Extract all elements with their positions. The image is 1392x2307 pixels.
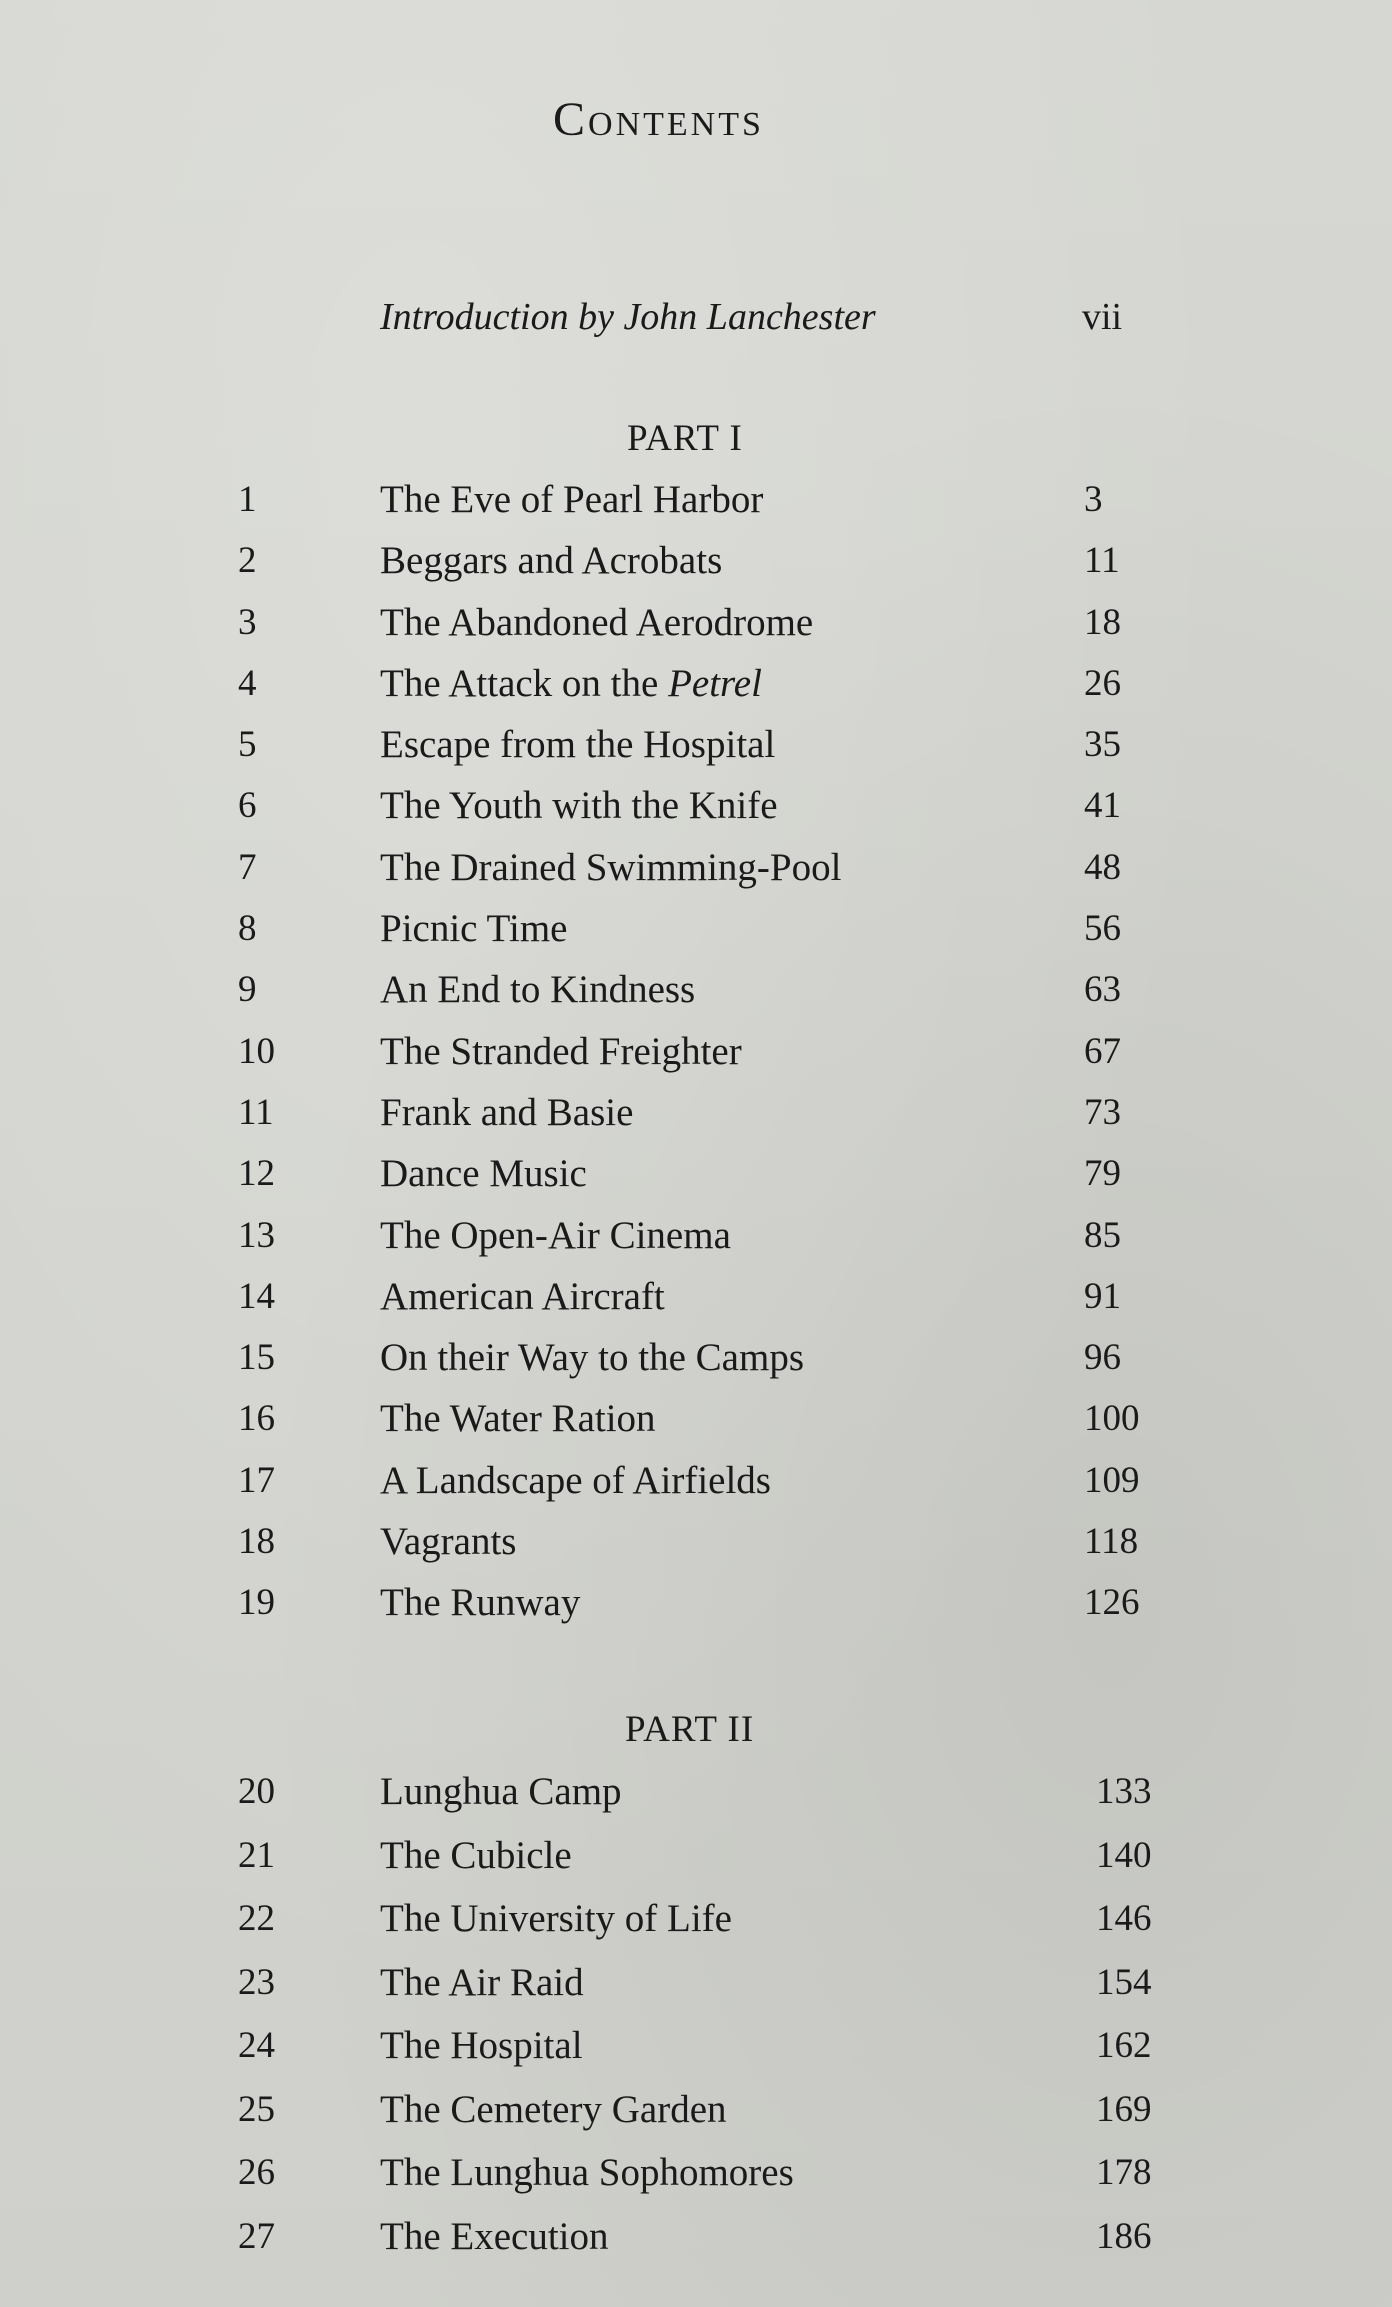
chapter-page-number: 100 xyxy=(1084,1398,1140,1440)
chapter-entry xyxy=(0,536,1392,597)
chapter-title: Lunghua Camp xyxy=(380,1770,622,1813)
chapter-title: The Execution xyxy=(380,2214,609,2258)
chapter-page-number: 169 xyxy=(1096,2088,1152,2130)
chapter-number: 25 xyxy=(238,2088,275,2130)
chapter-number: 3 xyxy=(238,601,257,643)
chapter-page-number: 118 xyxy=(1084,1521,1139,1563)
chapter-page-number: 96 xyxy=(1084,1337,1121,1379)
chapter-title: The Air Raid xyxy=(380,1960,584,2004)
chapter-number: 2 xyxy=(238,540,257,582)
chapter-entry xyxy=(0,720,1392,781)
chapter-number: 16 xyxy=(238,1398,275,1440)
chapter-entry xyxy=(0,598,1392,659)
chapter-page-number: 63 xyxy=(1084,969,1121,1011)
chapter-title: Dance Music xyxy=(380,1152,587,1196)
chapter-title: The Cemetery Garden xyxy=(380,2087,727,2131)
chapter-entry xyxy=(0,2148,1392,2212)
chapter-page-number: 41 xyxy=(1084,785,1121,827)
chapter-title: A Landscape of Airfields xyxy=(380,1458,771,1502)
chapter-number: 17 xyxy=(238,1459,275,1501)
chapter-number: 24 xyxy=(238,2025,275,2066)
chapter-number: 15 xyxy=(238,1337,275,1379)
chapter-page-number: 67 xyxy=(1084,1030,1121,1072)
chapter-page-number: 35 xyxy=(1084,724,1121,766)
chapter-title: Escape from the Hospital xyxy=(380,723,776,767)
chapter-entry xyxy=(0,1767,1392,1831)
chapter-number: 1 xyxy=(238,479,257,520)
chapter-number: 13 xyxy=(238,1214,275,1256)
chapter-number: 20 xyxy=(238,1771,275,1812)
chapter-entry xyxy=(0,1088,1392,1149)
chapter-title: The Youth with the Knife xyxy=(380,784,778,828)
chapter-list-part-2 xyxy=(0,1767,1392,2275)
chapter-entry xyxy=(0,2212,1392,2276)
chapter-entry xyxy=(0,843,1392,904)
chapter-entry xyxy=(0,1333,1392,1394)
chapter-page-number: 73 xyxy=(1084,1091,1121,1133)
chapter-entry xyxy=(0,1831,1392,1895)
chapter-number: 9 xyxy=(238,969,257,1011)
chapter-entry xyxy=(0,475,1392,536)
chapter-page-number: 146 xyxy=(1096,1898,1152,1939)
chapter-title: The Hospital xyxy=(380,2024,583,2067)
chapter-title: American Aircraft xyxy=(380,1274,665,1318)
chapter-title-italic: Petrel xyxy=(668,661,762,705)
introduction-title: Introduction by John Lanchester xyxy=(380,296,876,338)
chapter-page-number: 79 xyxy=(1084,1153,1121,1195)
chapter-number: 14 xyxy=(238,1275,275,1317)
chapter-entry xyxy=(0,1517,1392,1578)
chapter-page-number: 162 xyxy=(1096,2025,1152,2066)
chapter-entry xyxy=(0,965,1392,1026)
chapter-page-number: 48 xyxy=(1084,846,1121,888)
chapter-page-number: 11 xyxy=(1084,540,1120,582)
chapter-title: The University of Life xyxy=(380,1897,732,1940)
chapter-number: 10 xyxy=(238,1030,275,1072)
chapter-page-number: 26 xyxy=(1084,662,1121,704)
chapter-page-number: 133 xyxy=(1096,1771,1152,1812)
chapter-entry xyxy=(0,1211,1392,1272)
chapter-entry xyxy=(0,1027,1392,1088)
chapter-number: 26 xyxy=(238,2152,275,2193)
chapter-number: 12 xyxy=(238,1153,275,1195)
chapter-entry xyxy=(0,659,1392,720)
chapter-number: 22 xyxy=(238,1898,275,1939)
chapter-number: 5 xyxy=(238,724,257,766)
chapter-number: 21 xyxy=(238,1834,275,1876)
chapter-page-number: 186 xyxy=(1096,2215,1152,2257)
chapter-entry xyxy=(0,2085,1392,2149)
chapter-number: 19 xyxy=(238,1582,275,1624)
chapter-entry xyxy=(0,1272,1392,1333)
chapter-entry xyxy=(0,1456,1392,1517)
chapter-title: Vagrants xyxy=(380,1520,517,1564)
chapter-title: The Stranded Freighter xyxy=(380,1029,742,1073)
chapter-title: The Abandoned Aerodrome xyxy=(380,600,814,644)
chapter-page-number: 56 xyxy=(1084,908,1121,950)
chapter-title: Picnic Time xyxy=(380,907,568,951)
chapter-title: Beggars and Acrobats xyxy=(380,539,723,583)
page-title: Contents xyxy=(553,93,764,146)
part-heading: PART II xyxy=(625,1709,755,1750)
chapter-title: The Eve of Pearl Harbor xyxy=(380,478,764,521)
chapter-page-number: 18 xyxy=(1084,601,1121,643)
chapter-page-number: 140 xyxy=(1096,1834,1152,1876)
chapter-title: The Open-Air Cinema xyxy=(380,1213,731,1257)
chapter-entry xyxy=(0,904,1392,965)
chapter-number: 8 xyxy=(238,908,257,950)
chapter-page-number: 178 xyxy=(1096,2152,1152,2193)
chapter-number: 6 xyxy=(238,785,257,827)
chapter-page-number: 85 xyxy=(1084,1214,1121,1256)
chapter-entry xyxy=(0,1394,1392,1455)
chapter-title: The Lunghua Sophomores xyxy=(380,2151,794,2194)
chapter-page-number: 109 xyxy=(1084,1459,1140,1501)
chapter-page-number: 126 xyxy=(1084,1582,1140,1624)
chapter-entry xyxy=(0,1149,1392,1210)
chapter-number: 7 xyxy=(238,846,257,888)
chapter-list-part-1 xyxy=(0,475,1392,1640)
chapter-title: The Runway xyxy=(380,1581,581,1625)
chapter-number: 23 xyxy=(238,1961,275,2003)
introduction-page-number: vii xyxy=(1082,296,1123,338)
part-heading: PART I xyxy=(627,418,743,459)
chapter-title: Frank and Basie xyxy=(380,1090,634,1134)
chapter-title xyxy=(380,659,762,709)
chapter-title: An End to Kindness xyxy=(380,968,696,1012)
chapter-title: On their Way to the Camps xyxy=(380,1336,804,1380)
chapter-number: 4 xyxy=(238,662,257,704)
chapter-page-number: 91 xyxy=(1084,1275,1121,1317)
chapter-title: The Cubicle xyxy=(380,1833,572,1877)
chapter-title: The Water Ration xyxy=(380,1397,656,1441)
chapter-entry xyxy=(0,1958,1392,2022)
chapter-title: The Drained Swimming-Pool xyxy=(380,845,842,889)
chapter-entry xyxy=(0,1578,1392,1639)
chapter-title-text: The Attack on the xyxy=(380,661,669,705)
chapter-page-number: 3 xyxy=(1084,479,1103,520)
chapter-number: 27 xyxy=(238,2215,275,2257)
chapter-number: 11 xyxy=(238,1091,274,1133)
chapter-entry xyxy=(0,1894,1392,1958)
chapter-page-number: 154 xyxy=(1096,1961,1152,2003)
chapter-number: 18 xyxy=(238,1521,275,1563)
introduction-entry xyxy=(0,292,1392,342)
chapter-entry xyxy=(0,2021,1392,2085)
chapter-entry xyxy=(0,781,1392,842)
